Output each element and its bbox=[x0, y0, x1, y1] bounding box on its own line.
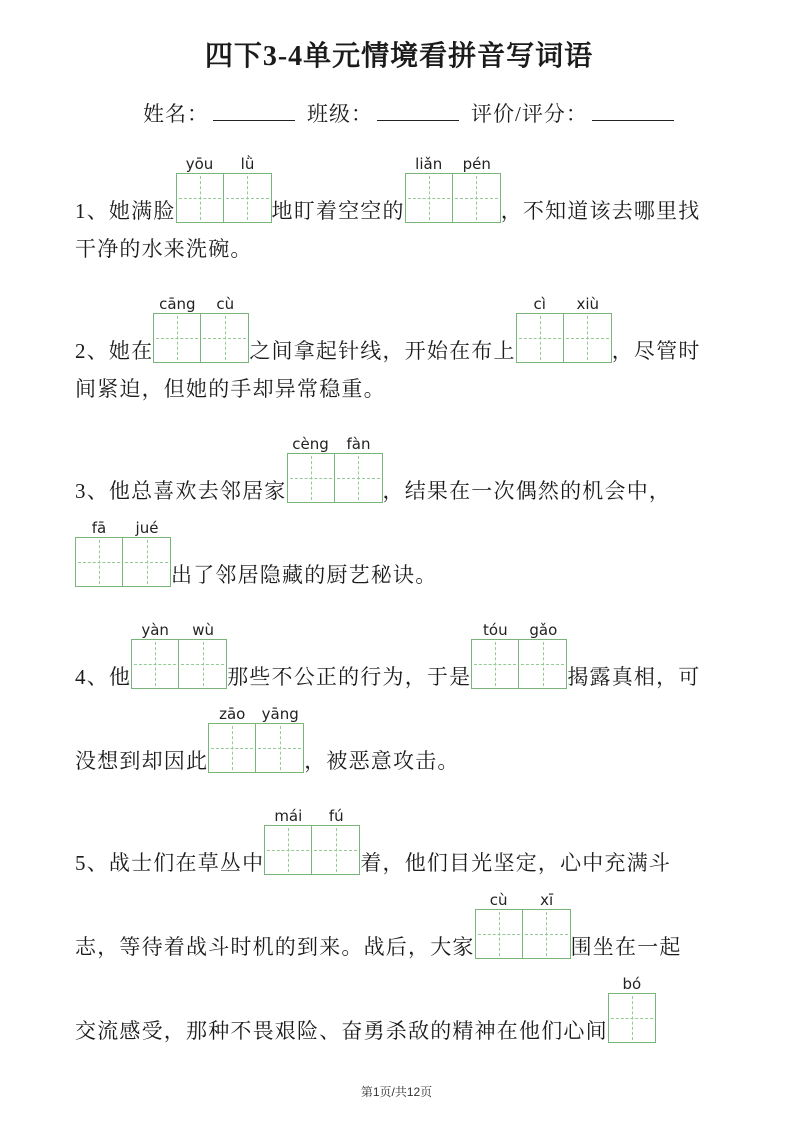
sentence-text: 1、她满脸 bbox=[75, 199, 176, 223]
pinyin-row bbox=[516, 295, 612, 313]
pinyin-label: yāng bbox=[261, 705, 299, 723]
tianzige-cell[interactable] bbox=[153, 313, 201, 363]
pinyin-label: jué bbox=[135, 519, 159, 537]
name-blank[interactable] bbox=[213, 105, 295, 121]
cells-row bbox=[516, 313, 612, 363]
tianzige-cell[interactable] bbox=[224, 173, 272, 223]
class-blank[interactable] bbox=[377, 105, 459, 121]
pinyin-box-group bbox=[153, 295, 249, 363]
tianzige-cell[interactable] bbox=[608, 993, 656, 1043]
cells-row bbox=[608, 993, 656, 1043]
pinyin-label: yōu bbox=[185, 155, 214, 173]
sentence-text: ，不知道该去哪里找 bbox=[500, 199, 701, 223]
pinyin-label: fú bbox=[328, 807, 344, 825]
exercise-4 bbox=[75, 621, 723, 773]
cells-row bbox=[176, 173, 272, 223]
class-label: 班级： bbox=[307, 102, 373, 126]
exercise-3 bbox=[75, 435, 723, 587]
sentence-text: 围坐在一起 bbox=[570, 935, 682, 959]
exercises bbox=[75, 155, 723, 1043]
pinyin-row bbox=[475, 891, 571, 909]
pinyin-box-group bbox=[176, 155, 272, 223]
pinyin-label: gǎo bbox=[529, 621, 558, 639]
tianzige-cell[interactable] bbox=[256, 723, 304, 773]
tianzige-cell[interactable] bbox=[176, 173, 224, 223]
sentence-line bbox=[75, 519, 723, 587]
sentence-text: 2、她在 bbox=[75, 339, 154, 363]
pinyin-row bbox=[287, 435, 383, 453]
pinyin-label: yàn bbox=[141, 621, 169, 639]
pinyin-label: xiù bbox=[576, 295, 599, 313]
cells-row bbox=[405, 173, 501, 223]
pinyin-box-group bbox=[264, 807, 360, 875]
cells-row bbox=[475, 909, 571, 959]
tianzige-cell[interactable] bbox=[208, 723, 256, 773]
pinyin-label: tóu bbox=[483, 621, 508, 639]
sentence-text: 4、他 bbox=[75, 665, 132, 689]
sentence-text: ，被恶意攻击。 bbox=[304, 749, 460, 773]
sentence-text: 干净的水来洗碗。 bbox=[75, 237, 253, 261]
sentence-line bbox=[75, 371, 723, 401]
tianzige-cell[interactable] bbox=[453, 173, 501, 223]
tianzige-cell[interactable] bbox=[179, 639, 227, 689]
pinyin-label: zāo bbox=[219, 705, 246, 723]
page-footer: 第1页/共12页 bbox=[360, 1085, 433, 1099]
pinyin-row bbox=[208, 705, 304, 723]
pinyin-label: lǜ bbox=[240, 155, 255, 173]
pinyin-row bbox=[153, 295, 249, 313]
header-fields bbox=[143, 100, 723, 129]
sentence-line bbox=[75, 891, 723, 959]
tianzige-cell[interactable] bbox=[523, 909, 571, 959]
exercise-5 bbox=[75, 807, 723, 1043]
pinyin-box-group bbox=[471, 621, 567, 689]
tianzige-cell[interactable] bbox=[519, 639, 567, 689]
pinyin-box-group bbox=[608, 975, 656, 1043]
tianzige-cell[interactable] bbox=[475, 909, 523, 959]
tianzige-cell[interactable] bbox=[287, 453, 335, 503]
pinyin-box-group bbox=[75, 519, 171, 587]
sentence-text: 揭露真相，可 bbox=[567, 665, 701, 689]
tianzige-cell[interactable] bbox=[75, 537, 123, 587]
pinyin-box-group bbox=[475, 891, 571, 959]
tianzige-cell[interactable] bbox=[471, 639, 519, 689]
tianzige-cell[interactable] bbox=[405, 173, 453, 223]
pinyin-label: cāng bbox=[159, 295, 196, 313]
pinyin-label: wù bbox=[192, 621, 214, 639]
sentence-text: ，结果在一次偶然的机会中， bbox=[382, 479, 672, 503]
pinyin-box-group bbox=[131, 621, 227, 689]
pinyin-label: bó bbox=[622, 975, 642, 993]
sentence-line bbox=[75, 155, 723, 223]
tianzige-cell[interactable] bbox=[264, 825, 312, 875]
exercise-2 bbox=[75, 295, 723, 401]
sentence-text: 之间拿起针线，开始在布上 bbox=[249, 339, 516, 363]
tianzige-cell[interactable] bbox=[201, 313, 249, 363]
pinyin-label: cì bbox=[533, 295, 546, 313]
tianzige-cell[interactable] bbox=[335, 453, 383, 503]
pinyin-label: mái bbox=[274, 807, 303, 825]
tianzige-cell[interactable] bbox=[123, 537, 171, 587]
pinyin-label: cù bbox=[489, 891, 508, 909]
cells-row bbox=[153, 313, 249, 363]
cells-row bbox=[264, 825, 360, 875]
pinyin-box-group bbox=[405, 155, 501, 223]
sentence-line bbox=[75, 807, 723, 875]
pinyin-row bbox=[471, 621, 567, 639]
cells-row bbox=[208, 723, 304, 773]
pinyin-label: fā bbox=[91, 519, 107, 537]
sentence-text: ，尽管时 bbox=[611, 339, 701, 363]
pinyin-label: liǎn bbox=[415, 155, 443, 173]
sentence-line bbox=[75, 705, 723, 773]
pinyin-row bbox=[131, 621, 227, 639]
tianzige-cell[interactable] bbox=[131, 639, 179, 689]
pinyin-label: pén bbox=[462, 155, 491, 173]
pinyin-row bbox=[405, 155, 501, 173]
sentence-text: 着，他们目光坚定，心中充满斗 bbox=[360, 851, 672, 875]
pinyin-label: xī bbox=[540, 891, 554, 909]
score-blank[interactable] bbox=[592, 105, 674, 121]
score-label: 评价/评分： bbox=[471, 102, 588, 126]
pinyin-label: fàn bbox=[346, 435, 371, 453]
tianzige-cell[interactable] bbox=[516, 313, 564, 363]
tianzige-cell[interactable] bbox=[564, 313, 612, 363]
sentence-line bbox=[75, 435, 723, 503]
pinyin-label: cù bbox=[216, 295, 235, 313]
sentence-line bbox=[75, 621, 723, 689]
sentence-text: 没想到却因此 bbox=[75, 749, 209, 773]
cells-row bbox=[131, 639, 227, 689]
tianzige-cell[interactable] bbox=[312, 825, 360, 875]
pinyin-row bbox=[264, 807, 360, 825]
sentence-text: 出了邻居隐藏的厨艺秘诀。 bbox=[171, 563, 438, 587]
sentence-line bbox=[75, 975, 723, 1043]
pinyin-row bbox=[608, 975, 656, 993]
sentence-line bbox=[75, 295, 723, 363]
sentence-text: 那些不公正的行为，于是 bbox=[227, 665, 472, 689]
sentence-line bbox=[75, 231, 723, 261]
pinyin-label: cèng bbox=[292, 435, 329, 453]
pinyin-row bbox=[176, 155, 272, 173]
page-title: 四下3-4单元情境看拼音写词语 bbox=[204, 41, 594, 72]
pinyin-box-group bbox=[287, 435, 383, 503]
cells-row bbox=[75, 537, 171, 587]
pinyin-row bbox=[75, 519, 171, 537]
name-label: 姓名： bbox=[143, 102, 209, 126]
cells-row bbox=[471, 639, 567, 689]
sentence-text: 志，等待着战斗时机的到来。战后，大家 bbox=[75, 935, 475, 959]
sentence-text: 交流感受，那种不畏艰险、奋勇杀敌的精神在他们心间 bbox=[75, 1019, 608, 1043]
pinyin-box-group bbox=[516, 295, 612, 363]
cells-row bbox=[287, 453, 383, 503]
sentence-text: 间紧迫，但她的手却异常稳重。 bbox=[75, 377, 386, 401]
pinyin-box-group bbox=[208, 705, 304, 773]
exercise-1 bbox=[75, 155, 723, 261]
sentence-text: 地盯着空空的 bbox=[271, 199, 405, 223]
sentence-text: 3、他总喜欢去邻居家 bbox=[75, 479, 287, 503]
sentence-text: 5、战士们在草丛中 bbox=[75, 851, 265, 875]
